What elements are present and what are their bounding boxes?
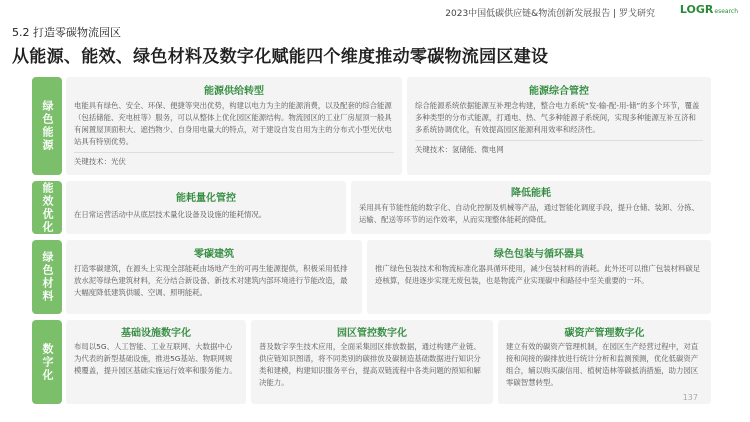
- card-carbon-asset-digital: [498, 320, 711, 404]
- side-tab-label: 绿色能源: [41, 100, 54, 152]
- header-divider: |: [613, 9, 619, 19]
- card-energy-quantify: [66, 181, 346, 234]
- report-header: [445, 6, 655, 19]
- card-title: 降低能耗: [511, 188, 551, 199]
- card-title: 能源供给转型: [204, 86, 264, 97]
- page-title: 从能源、能效、绿色材料及数字化赋能四个维度推动零碳物流园区建设: [12, 47, 549, 67]
- logr-logo: [680, 3, 738, 16]
- card-title: 碳资产管理数字化: [564, 328, 645, 339]
- card-energy-control: [407, 77, 711, 175]
- card-title: 能源综合管控: [529, 86, 589, 97]
- side-tab-green-materials: [32, 240, 62, 314]
- card-park-control-digital: [251, 320, 493, 404]
- side-tab-label: 能效优化: [41, 181, 54, 234]
- card-title: 基础设施数字化: [121, 328, 191, 339]
- card-body: 在日常运营活动中从底层技术量化设备及设施的能耗情况。: [74, 210, 267, 219]
- card-green-packaging: [367, 240, 711, 314]
- card-body: 综合能源系统依据能源互补理念构建，整合电力系统“发-输-配-用-储”的多个环节，覆盖多种类型的分布式能源，打通电、热、气多种能源子系统间，实现多种能源互补互济和多系统协调优化，有效提高园区能源利用效率和经济性。: [415, 101, 700, 134]
- side-tab-green-energy: [32, 77, 62, 175]
- card-body: 电能具有绿色、安全、环保、便捷等突出优势，构建以电力为主的能源消费，以及配套的综合能源（包括储能、充电桩等）服务，可以从整体上优化园区能源结构。物流园区的工业厂房屋顶一般具有闲置屋顶面积大、遮挡物少、自身用电量大的特点，对于建设自发自用为主的分布式小型光伏电站具有特别优势。: [74, 101, 392, 146]
- card-key-tech: 关键技术：光伏: [74, 152, 394, 167]
- card-key-tech: 关键技术：氢储能、微电网: [415, 140, 703, 155]
- card-zero-carbon-building: [66, 240, 362, 314]
- card-title: 零碳建筑: [194, 249, 234, 260]
- card-body: 采用具有节能性能的数字化、自动化控制及机械等产品，通过智能化调度手段，提升仓储、装卸、分拣、运输、配送等环节的运作效率，从而实现整体能耗的降低。: [359, 203, 699, 224]
- card-body: 布局以5G、人工智能、工业互联网、大数据中心为代表的新型基础设施，推进5G基站、物联网规模覆盖，提升园区基础实施运行效率和服务能力。: [74, 342, 237, 375]
- card-energy-supply: [66, 77, 402, 175]
- card-title: 园区管控数字化: [337, 328, 407, 339]
- card-title: 绿色包装与循环器具: [494, 249, 584, 260]
- card-title: 能耗量化管控: [176, 193, 236, 204]
- side-tab-digitalization: [32, 320, 62, 404]
- org-name: 罗戈研究: [618, 9, 655, 19]
- page-number: 137: [682, 393, 698, 402]
- side-tab-label: 绿色材料: [41, 251, 54, 303]
- card-body: 打造零碳建筑，在源头上实现全部能耗由场地产生的可再生能源提供，积极采用低排放水泥等绿色建筑材料，充分结合新设备、新技术对建筑内部环境进行节能改造，最大幅度降低建筑供暖、空调、照明能耗。: [74, 264, 348, 297]
- card-body: 普及数字孪生技术应用，全面采集园区排放数据，通过构建产业链、供应链知识图谱，将不同类别的碳排放及碳制造基础数据进行知识分类和建模，构建知识服务平台，提高双链流程中各类问题的预知和解决能力。: [259, 342, 481, 387]
- side-tab-efficiency: [32, 181, 62, 234]
- card-infrastructure-digital: [66, 320, 246, 404]
- logo-main: LOGR: [679, 3, 714, 16]
- logo-sub: esearch: [714, 8, 738, 15]
- section-label: 5.2 打造零碳物流园区: [12, 26, 121, 39]
- report-title: 2023中国低碳供应链&物流创新发展报告: [445, 9, 611, 19]
- card-body: 推广绿色包装技术和物流标准化器具循环使用，减少包装材料的消耗。此外还可以推广包装材料碳足迹核算，促进逐步实现无废包装，也是物流产业实现碳中和路径中至关重要的一环。: [375, 264, 701, 285]
- card-reduce-consumption: [351, 181, 711, 234]
- side-tab-label: 数字化: [41, 342, 54, 382]
- card-body: 建立有效的碳资产管理机制，在园区生产经营过程中，对直接和间接的碳排放进行统计分析和监测预测，优化低碳资产组合，辅以购买碳信用、植树造林等碳抵消措施，助力园区零碳智慧转型。: [506, 342, 699, 387]
